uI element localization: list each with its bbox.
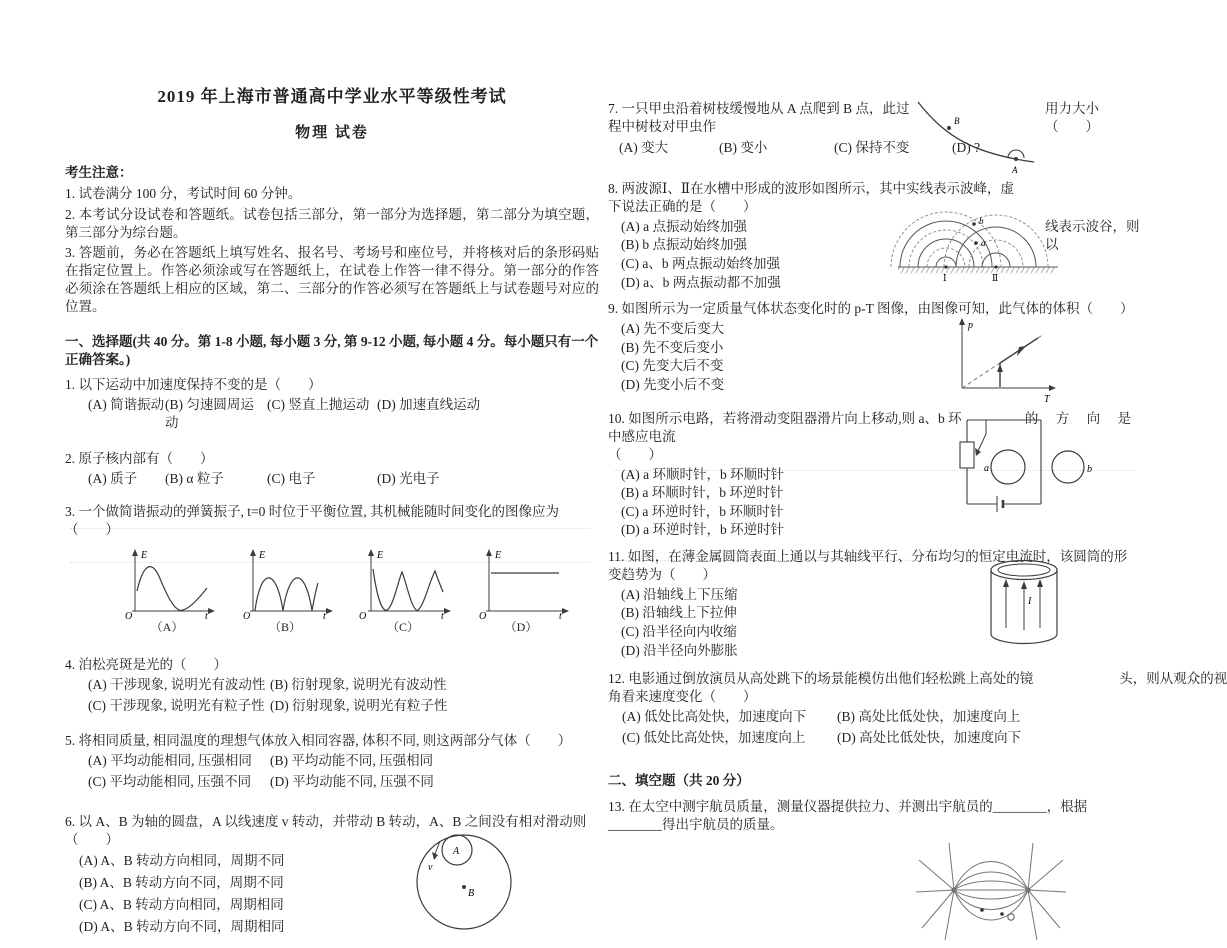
option-d: (D) 先变小后不变	[621, 376, 725, 392]
option-b: (B) 变小	[719, 139, 768, 155]
option-b: (B) α 粒子	[165, 470, 224, 486]
question-11-stem: 11. 如图，在薄金属圆筒表面上通以与其轴线平行、分布均匀的恒定电流时，该圆筒的形变趋势为（ ）	[608, 549, 1128, 582]
graph-option-b	[235, 545, 335, 636]
question-1	[65, 376, 599, 431]
water-wave-interference-diagram	[896, 210, 1061, 286]
svg-text:E: E	[141, 550, 148, 562]
svg-text:E: E	[495, 550, 502, 562]
option-c: (C) a 环逆时针，b 环顺时针	[621, 503, 784, 519]
option-c: (C) 电子	[267, 470, 316, 486]
paper-subtitle: 物理 试卷	[295, 125, 369, 142]
question-3	[65, 503, 599, 635]
dipole-field-lines-diagram	[916, 840, 1071, 948]
question-5	[65, 732, 599, 790]
question-7-options	[619, 139, 1140, 157]
circuit-with-rings-diagram	[953, 412, 1098, 520]
question-5-stem: 5. 将相同质量, 相同温度的理想气体放入相同容器, 体积不同, 则这两部分气体（ ）	[65, 733, 572, 749]
question-10-stem-line2: （ ）	[608, 446, 662, 462]
question-7-stem-continued: 用力大小（ ）	[1045, 101, 1099, 134]
svg-text:A: A	[1012, 165, 1018, 175]
option-c: (C) 低处比高处快，加速度向上	[622, 729, 806, 745]
option-a: (A) 沿轴线上下压缩	[621, 586, 738, 602]
energy-time-graph-d	[471, 545, 571, 623]
option-a: (A) 质子	[88, 470, 138, 486]
question-6	[65, 813, 599, 938]
option-d: (D) 光电子	[377, 470, 440, 486]
section2-heading: 二、填空题（共 20 分）	[608, 773, 750, 789]
question-9-stem: 9. 如图所示为一定质量气体状态变化时的 p-T 图像，由图像可知，此气体的体积（ ）	[608, 301, 1134, 317]
question-3-stem: 3. 一个做简谐振动的弹簧振子, t=0 时位于平衡位置, 其机械能随时间变化的图像应为（ ）	[65, 504, 559, 538]
option-a: (A) 变大	[619, 139, 669, 155]
paper-title: 2019 年上海市普通高中学业水平等级性考试	[157, 87, 507, 106]
energy-time-graph-b	[235, 545, 335, 623]
question-4-stem: 4. 泊松亮斑是光的（ ）	[65, 656, 227, 672]
question-13	[608, 798, 1140, 948]
question-12	[608, 670, 1227, 746]
option-a: (A) 先不变后变大	[621, 320, 725, 336]
option-b: (B) b 点振动始终加强	[621, 237, 747, 253]
question-11	[608, 548, 1140, 660]
svg-text:p: p	[968, 320, 973, 332]
option-b: (B) 衍射现象, 说明光有波动性	[270, 676, 447, 692]
option-a: (A) 简谐振动	[88, 397, 165, 413]
svg-text:O: O	[479, 611, 487, 623]
option-c: (C) A、B 转动方向相同，周期相同	[79, 897, 284, 913]
svg-text:b: b	[1087, 464, 1092, 476]
section1-heading: 一、选择题(共 40 分。第 1-8 小题, 每小题 3 分, 第 9-12 小题, 每小题 4 分。每小题只有一个正确答案。)	[65, 333, 599, 367]
option-b: (B) 平均动能不同, 压强相同	[270, 753, 434, 769]
pressure-temperature-graph	[946, 314, 1061, 406]
question-7	[608, 100, 1140, 174]
option-d: (D) A、B 转动方向不同，周期相同	[79, 918, 285, 934]
option-a: (A) 低处比高处快，加速度向下	[622, 708, 807, 724]
question-12-stem-line1	[608, 670, 1227, 688]
graph-option-d	[471, 545, 571, 636]
svg-text:a: a	[984, 463, 989, 475]
svg-text:v: v	[428, 861, 433, 873]
svg-text:B: B	[954, 116, 960, 126]
option-d: (D) a、b 两点振动都不加强	[621, 274, 781, 290]
svg-text:B: B	[468, 887, 475, 899]
option-d: (D) 高处比低处快，加速度向下	[837, 729, 1022, 745]
svg-text:t: t	[559, 611, 562, 623]
question-10-stem: 10. 如图所示电路，若将滑动变阻器滑片向上移动,则 a、b 环中感应电流	[608, 411, 962, 444]
question-8	[608, 180, 1140, 292]
notice-item-2: 2. 本考试分设试卷和答题纸。试卷包括三部分，第一部分为选择题，第二部分为填空题，第三部分为综台题。	[65, 206, 599, 240]
question-3-graphs	[117, 545, 599, 636]
energy-time-graph-c	[353, 545, 453, 623]
option-b: (B) A、B 转动方向不同，周期不同	[79, 875, 284, 891]
svg-text:t: t	[323, 611, 326, 623]
svg-text:a: a	[981, 238, 986, 248]
svg-text:Ⅱ: Ⅱ	[992, 273, 999, 283]
question-9-options	[621, 320, 1140, 395]
option-c: (C) 保持不变	[834, 139, 910, 155]
notice-item-1: 1. 试卷满分 100 分，考试时间 60 分钟。	[65, 186, 302, 202]
svg-text:I: I	[1028, 596, 1032, 608]
question-7-stem: 7. 一只甲虫沿着树枝缓慢地从 A 点爬到 B 点，此过程中树枝对甲虫作	[608, 101, 910, 134]
svg-text:T: T	[1044, 394, 1050, 406]
question-2	[65, 450, 599, 488]
svg-text:O: O	[243, 611, 251, 623]
current-cylinder-diagram	[980, 556, 1068, 652]
question-2-options	[88, 470, 599, 488]
question-8-stem-line1: 8. 两波源Ⅰ、Ⅱ在水槽中形成的波形如图所示，其中实线表示波峰，虚	[608, 181, 1015, 196]
svg-text:Ⅰ: Ⅰ	[943, 273, 947, 283]
graph-option-c	[353, 545, 453, 636]
svg-text:t: t	[441, 611, 444, 623]
option-c: (C) 平均动能相同, 压强不同	[88, 773, 252, 789]
stem-part-1: 12. 电影通过倒放演员从高处跳下的场景能模仿出他们轻松跳上高处的镜	[608, 671, 1034, 687]
svg-text:A: A	[453, 845, 460, 857]
question-5-options	[88, 752, 599, 791]
option-b: (B) 先不变后变小	[621, 339, 724, 355]
option-a: (A) a 点振动始终加强	[621, 218, 747, 234]
option-c: (C) 沿半径向内收缩	[621, 623, 737, 639]
svg-text:b: b	[979, 216, 984, 226]
option-a: (A) A、B 转动方向相同，周期不同	[79, 853, 285, 869]
question-9	[608, 300, 1140, 406]
left-column	[65, 86, 599, 938]
option-d: (D) a 环逆时针，b 环逆时针	[621, 522, 785, 538]
question-1-stem: 1. 以下运动中加速度保持不变的是（ ）	[65, 377, 322, 393]
option-d: (D) 沿半径向外膨胀	[621, 642, 738, 658]
notice-heading: 考生注意：	[65, 165, 133, 181]
svg-text:E: E	[259, 550, 266, 562]
graph-caption: （C）	[386, 620, 419, 635]
option-d: (D) 衍射现象, 说明光有粒子性	[270, 697, 448, 713]
stem-part-2: 头，则从观众的视	[1119, 671, 1227, 687]
question-12-stem-line2: 角看来速度变化（ ）	[608, 689, 757, 704]
question-4-options	[88, 676, 599, 715]
graph-caption: （B）	[268, 620, 301, 635]
question-10	[608, 410, 1140, 540]
question-1-options	[88, 396, 599, 432]
option-b: (B) 沿轴线上下拉伸	[621, 605, 737, 621]
notice-item-3: 3. 答题前，务必在答题纸上填写姓名、报名号、考场号和座位号，并将核对后的条形码贴在指定位置上。作答必须涂或写在答题纸上，在试卷上作答一律不得分。第一部分的作答必须涂在答题纸上相应的区域，第二、三部分的作答必须写在答题纸上与试卷题号对应的位置。	[65, 245, 599, 314]
option-c: (C) 竖直上抛运动	[267, 397, 370, 413]
right-column	[608, 100, 1227, 948]
graph-caption: （A）	[150, 620, 184, 635]
svg-text:t: t	[205, 611, 208, 623]
question-13-stem: 13. 在太空中测宇航员质量，测量仪器提供拉力、并测出宇航员的________，根据________得出宇航员的质量。	[608, 799, 1088, 833]
option-c: (C) 干涉现象, 说明光有粒子性	[88, 697, 265, 713]
question-4	[65, 656, 599, 714]
svg-text:E: E	[377, 550, 384, 562]
graph-option-a	[117, 545, 217, 636]
graph-caption: （D）	[504, 620, 538, 635]
question-8-stem-continued: 线表示波谷，则以	[1045, 219, 1140, 252]
svg-text:O: O	[125, 611, 133, 623]
question-6-stem: 6. 以 A、B 为轴的圆盘，A 以线速度 v 转动，并带动 B 转动，A、B 之间没有相对滑动则（ ）	[65, 813, 587, 847]
question-12-options	[622, 708, 1140, 747]
rotating-discs-diagram	[407, 825, 522, 933]
option-a: (A) 干涉现象, 说明光有波动性	[88, 676, 266, 692]
option-d: (D) 加速直线运动	[377, 397, 481, 413]
option-c: (C) 先变大后不变	[621, 358, 724, 374]
option-a: (A) a 环顺时针，b 环顺时针	[621, 466, 785, 482]
energy-time-graph-a	[117, 545, 217, 623]
question-2-stem: 2. 原子核内部有（ ）	[65, 450, 214, 466]
option-a: (A) 平均动能相同, 压强相同	[88, 753, 252, 769]
option-b: (B) 匀速圆周运动	[165, 397, 254, 430]
beetle-on-branch-diagram	[914, 98, 1039, 176]
option-b: (B) a 环顺时针，b 环逆时针	[621, 485, 784, 501]
question-10-stem-continued: 的 方 向 是	[1024, 411, 1138, 427]
question-8-stem-line2: 下说法正确的是（ ）	[608, 198, 757, 214]
option-d: (D) 平均动能不同, 压强不同	[270, 773, 434, 789]
option-b: (B) 高处比低处快，加速度向上	[837, 708, 1021, 724]
option-d: (D) ?	[952, 139, 981, 155]
option-c: (C) a、b 两点振动始终加强	[621, 255, 780, 271]
svg-text:O: O	[359, 611, 367, 623]
